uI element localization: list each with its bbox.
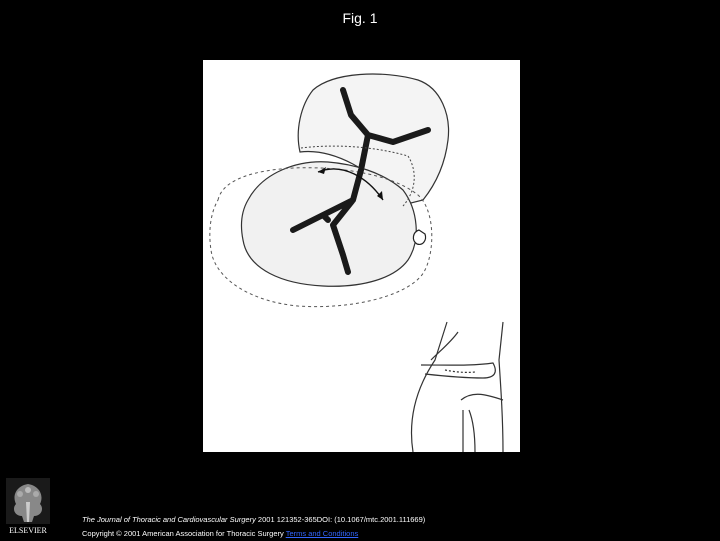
figure-illustration (203, 60, 520, 452)
citation-details: 2001 121352-365DOI: (10.1067/mtc.2001.111669) (255, 515, 426, 524)
slide-title: Fig. 1 (342, 10, 378, 26)
copyright-text: Copyright © 2001 American Association for Thoracic Surgery (82, 529, 284, 538)
elsevier-logo (6, 478, 50, 536)
coronary-ostium (413, 230, 425, 244)
copyright-line (82, 527, 702, 541)
citation-line (82, 513, 702, 527)
publisher-name: ELSEVIER (9, 526, 47, 535)
terms-link[interactable]: Terms and Conditions (285, 529, 359, 538)
inset-section-drawing (411, 322, 503, 452)
citation-caption (82, 513, 702, 541)
journal-name: The Journal of Thoracic and Cardiovascular Surgery (82, 515, 256, 524)
lower-valve-outline (241, 162, 416, 286)
